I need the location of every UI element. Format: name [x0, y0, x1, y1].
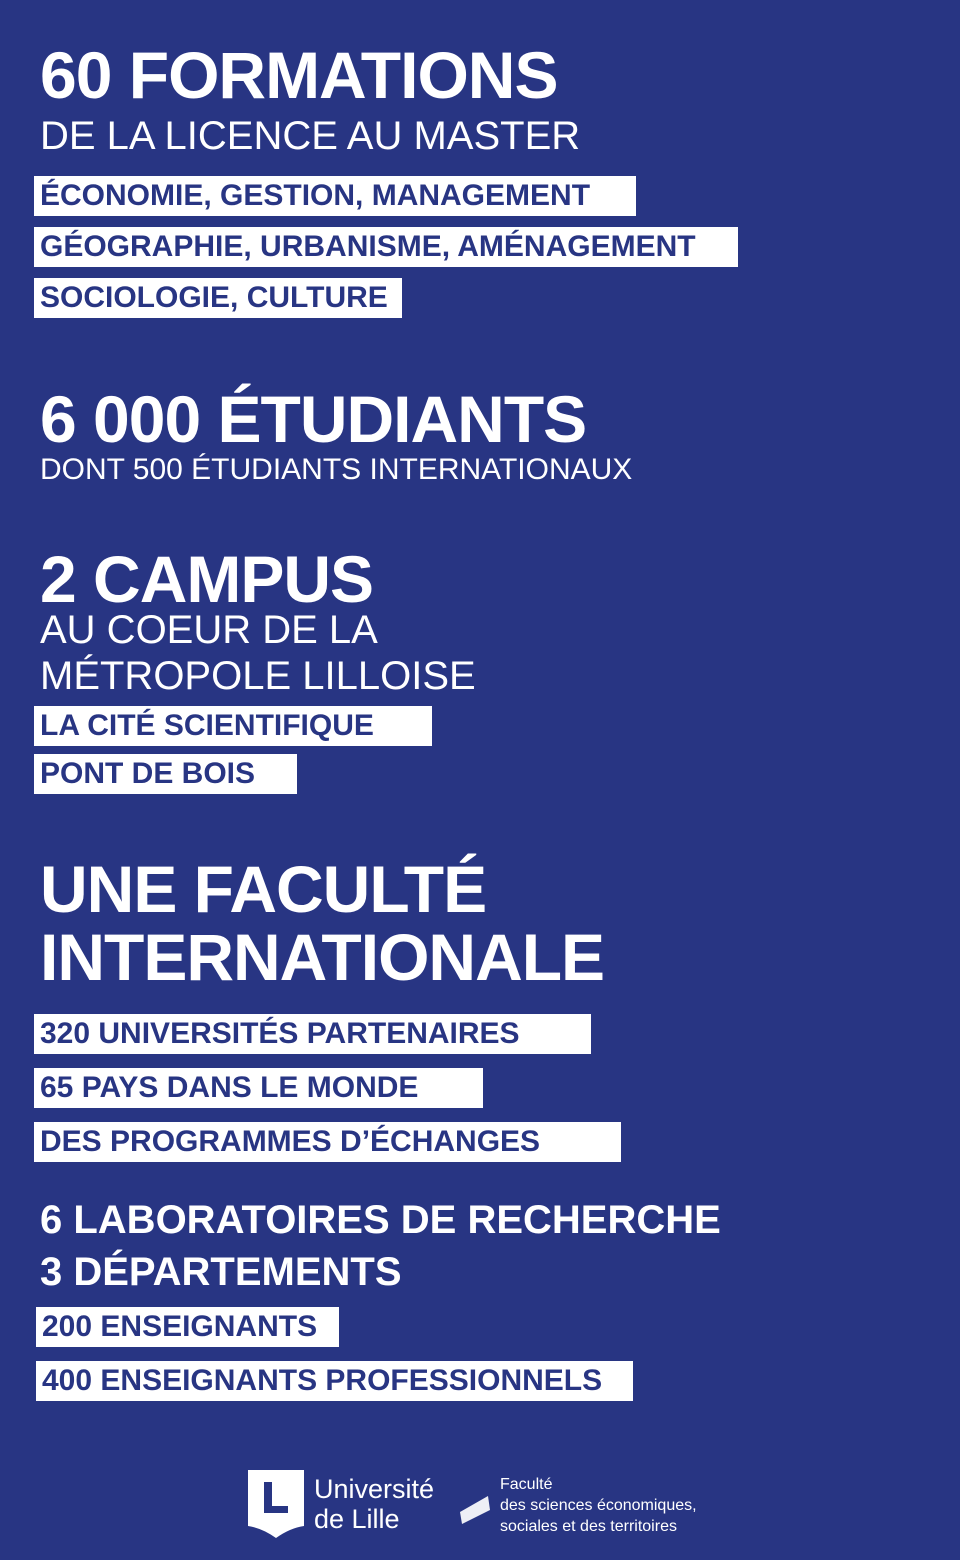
university-name-line2: de Lille — [314, 1504, 400, 1535]
university-name — [314, 1474, 434, 1534]
campus-subtitle-line1: AU COEUR DE LA — [40, 608, 378, 652]
etudiants-title: 6 000 ÉTUDIANTS — [40, 382, 587, 456]
recherche-tag: 200 ENSEIGNANTS — [36, 1307, 339, 1347]
etudiants-subtitle: DONT 500 ÉTUDIANTS INTERNATIONAUX — [40, 453, 633, 486]
universite-de-lille-logo-icon — [248, 1470, 304, 1538]
formations-tag: ÉCONOMIE, GESTION, MANAGEMENT — [34, 176, 636, 216]
formations-subtitle: DE LA LICENCE AU MASTER — [40, 114, 581, 158]
international-title-line1: UNE FACULTÉ — [40, 852, 487, 926]
campus-title: 2 CAMPUS — [40, 542, 374, 616]
faculty-name-line3: sociales et des territoires — [500, 1517, 677, 1535]
international-tag: 320 UNIVERSITÉS PARTENAIRES — [34, 1014, 591, 1054]
recherche-tag: 400 ENSEIGNANTS PROFESSIONNELS — [36, 1361, 633, 1401]
international-title-line2: INTERNATIONALE — [40, 920, 605, 994]
formations-title: 60 FORMATIONS — [40, 38, 558, 112]
campus-tag: LA CITÉ SCIENTIFIQUE — [34, 706, 432, 746]
faculty-name-line2: des sciences économiques, — [500, 1496, 697, 1514]
faculty-name — [500, 1475, 697, 1537]
faculty-name-line1: Faculté — [500, 1476, 553, 1493]
campus-subtitle-line2: MÉTROPOLE LILLOISE — [40, 654, 476, 698]
formations-tag: SOCIOLOGIE, CULTURE — [34, 278, 402, 318]
campus-tag: PONT DE BOIS — [34, 754, 297, 794]
recherche-line2: 3 DÉPARTEMENTS — [40, 1250, 402, 1294]
slash-divider-icon — [458, 1492, 492, 1526]
international-tag: DES PROGRAMMES D’ÉCHANGES — [34, 1122, 621, 1162]
recherche-line1: 6 LABORATOIRES DE RECHERCHE — [40, 1198, 721, 1242]
university-name-line1: Université — [314, 1474, 435, 1504]
international-tag: 65 PAYS DANS LE MONDE — [34, 1068, 483, 1108]
formations-tag: GÉOGRAPHIE, URBANISME, AMÉNAGEMENT — [34, 227, 738, 267]
